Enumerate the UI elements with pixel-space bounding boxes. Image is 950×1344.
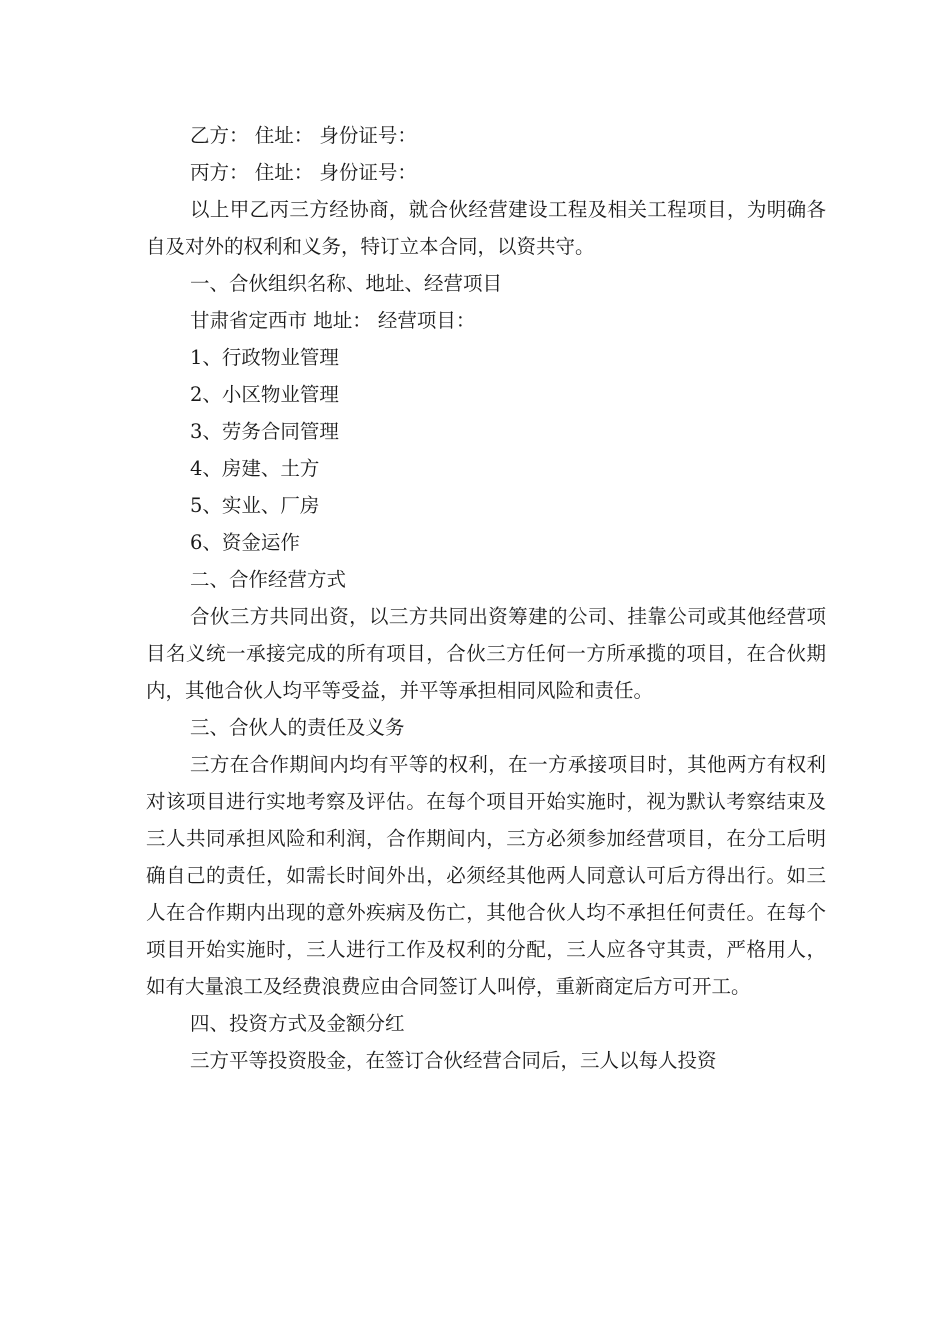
section-2-heading: 二、合作经营方式 <box>190 568 347 591</box>
section-1-heading: 一、合伙组织名称、地址、经营项目 <box>190 272 503 295</box>
section-2-paragraph: 合伙三方共同出资，以三方共同出资筹建的公司、挂靠公司或其他经营项目名义统一承接完成的所有项目，合伙三方任何一方所承揽的项目，在合伙期内，其他合伙人均平等受益，并平等承担相同风险和责任。 <box>146 605 826 702</box>
list-item: 6、资金运作 <box>190 531 300 554</box>
section-4-heading: 四、投资方式及金额分红 <box>190 1012 405 1035</box>
list-item: 2、小区物业管理 <box>190 383 339 406</box>
section-3-heading: 三、合伙人的责任及义务 <box>190 716 405 739</box>
party-b-line: 乙方： 住址： 身份证号： <box>190 124 417 147</box>
list-item: 3、劳务合同管理 <box>190 420 339 443</box>
party-c-line: 丙方： 住址： 身份证号： <box>190 161 417 184</box>
list-item: 4、房建、土方 <box>190 457 320 480</box>
preamble-paragraph: 以上甲乙丙三方经协商，就合伙经营建设工程及相关工程项目，为明确各自及对外的权利和义务，特订立本合同，以资共守。 <box>146 198 826 258</box>
document-body <box>146 117 826 1079</box>
list-item: 5、实业、厂房 <box>190 494 320 517</box>
list-item: 1、行政物业管理 <box>190 346 339 369</box>
section-4-paragraph: 三方平等投资股金，在签订合伙经营合同后，三人以每人投资 <box>190 1049 717 1072</box>
location-line: 甘肃省定西市 地址： 经营项目： <box>190 309 476 332</box>
section-3-paragraph: 三方在合作期间内均有平等的权利，在一方承接项目时，其他两方有权利对该项目进行实地考察及评估。在每个项目开始实施时，视为默认考察结束及三人共同承担风险和利润，合作期间内，三方必须参加经营项目，在分工后明确自己的责任，如需长时间外出，必须经其他两人同意认可后方得出行。如三人在合作期内出现的意外疾病及伤亡，其他合伙人均不承担任何责任。在每个项目开始实施时，三人进行工作及权利的分配，三人应各守其责，严格用人，如有大量浪工及经费浪费应由合同签订人叫停，重新商定后方可开工。 <box>146 753 826 998</box>
